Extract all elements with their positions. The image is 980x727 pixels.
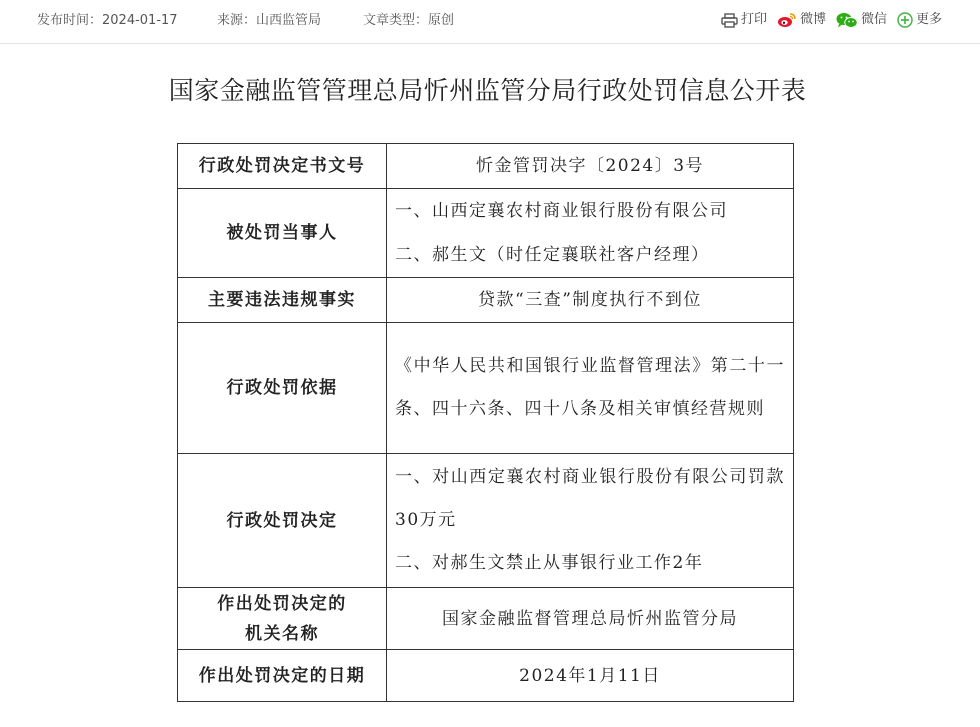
authority-label xyxy=(178,588,387,650)
share-toolbar xyxy=(721,11,942,29)
more-label: 更多 xyxy=(915,12,942,27)
table-row-authority xyxy=(178,588,794,650)
penalty-info-table xyxy=(177,143,794,702)
violation-value: 贷款“三查”制度执行不到位 xyxy=(387,278,794,323)
basis-value: 《中华人民共和国银行业监督管理法》第二十一条、四十六条、四十八条及相关审慎经营规则 xyxy=(387,323,794,454)
doc-no-value: 忻金管罚决字〔2024〕3号 xyxy=(387,144,794,189)
authority-label-line-1: 作出处罚决定的 xyxy=(217,593,347,614)
decision-label: 行政处罚决定 xyxy=(178,454,387,588)
party-line-1: 一、山西定襄农村商业银行股份有限公司 xyxy=(395,201,728,221)
publish-date: 发布时间：2024-01-17 xyxy=(37,13,178,28)
table-row-violation xyxy=(178,278,794,323)
wechat-icon xyxy=(836,12,858,29)
print-label: 打印 xyxy=(740,12,767,27)
table-row-basis xyxy=(178,323,794,454)
page-title: 国家金融监管管理总局忻州监管分局行政处罚信息公开表 xyxy=(168,76,807,105)
table-row-date xyxy=(178,650,794,702)
wechat-share-button[interactable] xyxy=(836,11,887,29)
article-meta-bar xyxy=(0,0,980,44)
plus-circle-icon xyxy=(897,12,913,28)
authority-label-line-2: 机关名称 xyxy=(245,623,319,644)
printer-icon xyxy=(721,13,738,28)
weibo-share-button[interactable] xyxy=(777,11,826,29)
basis-label: 行政处罚依据 xyxy=(178,323,387,454)
party-value xyxy=(387,189,794,278)
article-source: 来源：山西监管局 xyxy=(217,13,322,28)
decision-line-1: 一、对山西定襄农村商业银行股份有限公司罚款30万元 xyxy=(395,467,785,530)
party-line-2: 二、郝生文（时任定襄联社客户经理） xyxy=(395,245,710,265)
table-row-party xyxy=(178,189,794,278)
weibo-label: 微博 xyxy=(799,12,826,27)
wechat-label: 微信 xyxy=(860,12,887,27)
table-row-doc-no xyxy=(178,144,794,189)
table-row-decision xyxy=(178,454,794,588)
decision-date-label: 作出处罚决定的日期 xyxy=(178,650,387,702)
violation-label: 主要违法违规事实 xyxy=(178,278,387,323)
authority-value: 国家金融监督管理总局忻州监管分局 xyxy=(387,588,794,650)
doc-no-label: 行政处罚决定书文号 xyxy=(178,144,387,189)
decision-line-2: 二、对郝生文禁止从事银行业工作2年 xyxy=(395,553,704,573)
decision-date-value: 2024年1月11日 xyxy=(387,650,794,702)
more-share-button[interactable] xyxy=(897,11,942,29)
party-label: 被处罚当事人 xyxy=(178,189,387,278)
print-button[interactable] xyxy=(721,11,767,29)
weibo-icon xyxy=(777,12,797,28)
article-type: 文章类型：原创 xyxy=(363,13,455,28)
decision-value xyxy=(387,454,794,588)
